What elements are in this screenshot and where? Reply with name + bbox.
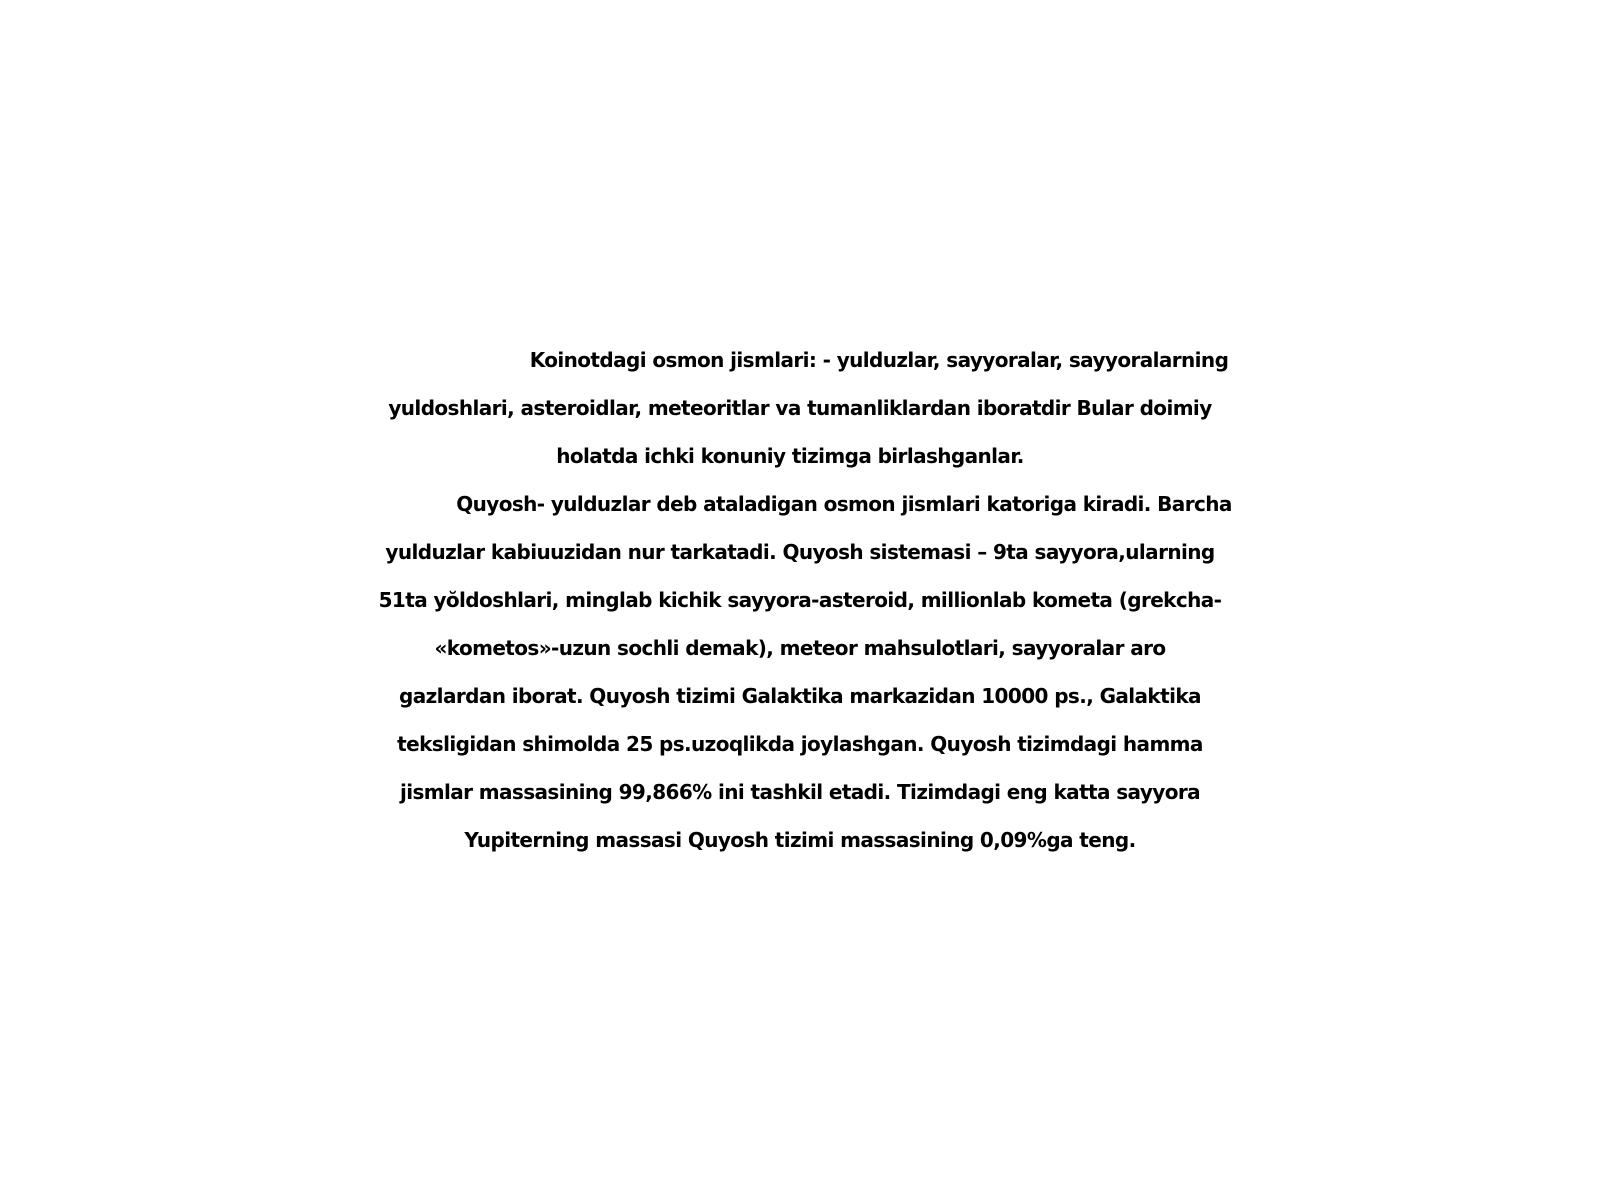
text-line: «kometos»-uzun sochli demak), meteor mahsulotlari, sayyoralar aro [434,636,1166,660]
text-line: Quyosh- yulduzlar deb ataladigan osmon jismlari katoriga kiradi. Barcha [456,492,1232,516]
text-line: holatda ichki konuniy tizimga birlashganlar. [556,444,1024,468]
text-line: teksligidan shimolda 25 ps.uzoqlikda joylashgan. Quyosh tizimdagi hamma [397,732,1203,756]
slide-text-block [0,336,1600,864]
text-line: yuldoshlari, asteroidlar, meteoritlar va tumanliklardan iboratdir Bular doimiy [388,396,1212,420]
text-line: 51ta yŏldoshlari, minglab kichik sayyora-asteroid, millionlab kometa (grekcha- [378,588,1222,612]
text-line: gazlardan iborat. Quyosh tizimi Galaktika markazidan 10000 ps., Galaktika [399,684,1201,708]
text-line: jismlar massasining 99,866% ini tashkil etadi. Tizimdagi eng katta sayyora [399,780,1201,804]
text-line: Yupiterning massasi Quyosh tizimi massasining 0,09%ga teng. [464,828,1136,852]
paragraph-celestial-bodies [0,336,1600,480]
text-line: Koinotdagi osmon jismlari: - yulduzlar, sayyoralar, sayyoralarning [529,348,1229,372]
text-line: yulduzlar kabiuuzidan nur tarkatadi. Quyosh sistemasi – 9ta sayyora,ularning [385,540,1215,564]
paragraph-solar-system [0,480,1600,864]
